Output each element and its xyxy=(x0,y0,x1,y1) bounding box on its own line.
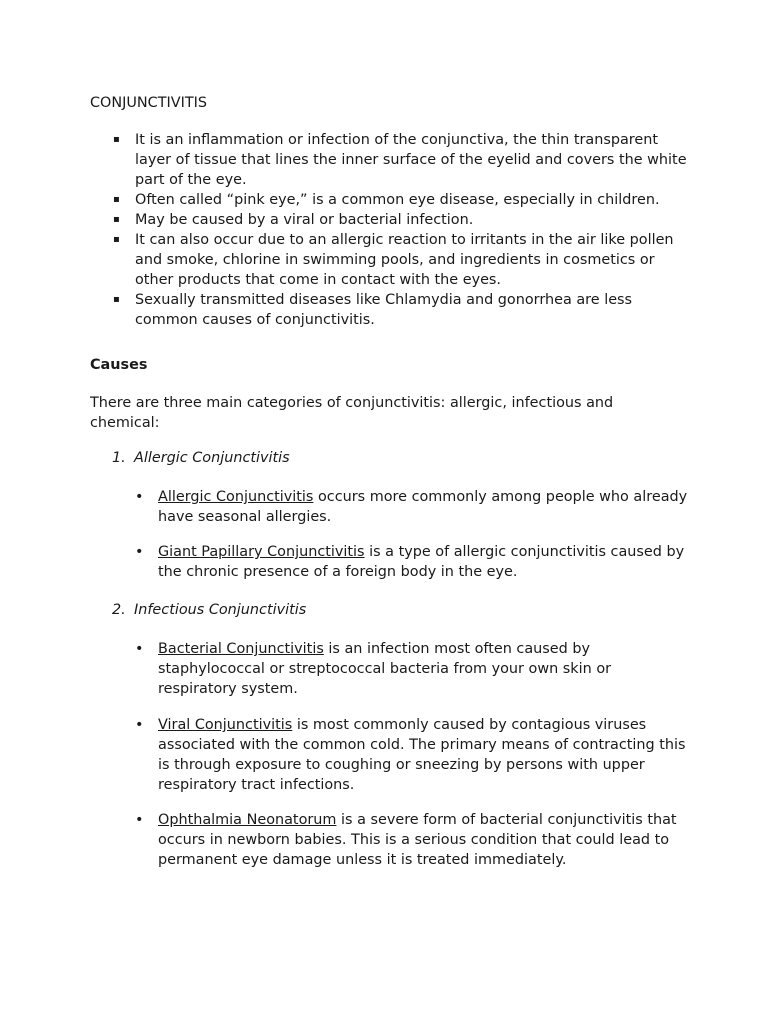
term-description: is a severe form of bacterial conjunctivitis that occurs in newborn babies. This is a serious condition that could lead to permanent eye damage unless it is treated immediately. xyxy=(158,812,677,868)
infectious-list-2 xyxy=(90,715,690,795)
list-item xyxy=(90,487,690,527)
dot-bullet-icon: • xyxy=(135,489,144,505)
list-item-text: Sexually transmitted diseases like Chlamydia and gonorrhea are less common causes of conjunctivitis. xyxy=(135,292,633,328)
category-number: 2. xyxy=(112,602,126,618)
list-item xyxy=(90,230,690,290)
square-bullet-icon: ▪ xyxy=(113,214,120,225)
list-item-text: It can also occur due to an allergic reaction to irritants in the air like pollen and smoke, chlorine in swimming pools, and ingredients in cosmetics or other products that come in contact with the eyes. xyxy=(135,232,674,288)
list-item-text: Often called “pink eye,” is a common eye disease, especially in children. xyxy=(135,192,660,208)
overview-list xyxy=(90,130,690,330)
list-item xyxy=(90,210,690,230)
list-item xyxy=(90,190,690,210)
term-description: occurs more commonly among people who already have seasonal allergies. xyxy=(158,489,688,525)
category-number: 1. xyxy=(112,450,126,466)
square-bullet-icon: ▪ xyxy=(113,194,120,205)
category-heading-allergic xyxy=(112,448,290,468)
dot-bullet-icon: • xyxy=(135,717,144,733)
allergic-list-2 xyxy=(90,542,690,582)
term-link[interactable]: Viral Conjunctivitis xyxy=(158,717,293,733)
allergic-list xyxy=(90,487,690,527)
term-link[interactable]: Allergic Conjunctivitis xyxy=(158,489,314,505)
document-title: CONJUNCTIVITIS xyxy=(90,95,208,111)
term-description: is most commonly caused by contagious viruses associated with the common cold. The primary means of contracting this is through exposure to coughing or sneezing by persons with upper respiratory tract infections. xyxy=(158,717,686,793)
list-item xyxy=(90,290,690,330)
dot-bullet-icon: • xyxy=(135,641,144,657)
list-item xyxy=(90,715,690,795)
list-item-text: May be caused by a viral or bacterial infection. xyxy=(135,212,474,228)
infectious-list-3 xyxy=(90,810,690,870)
list-item xyxy=(90,542,690,582)
dot-bullet-icon: • xyxy=(135,544,144,560)
causes-intro: There are three main categories of conjunctivitis: allergic, infectious and chemical: xyxy=(90,395,614,431)
list-item-text: It is an inflammation or infection of the conjunctiva, the thin transparent layer of tissue that lines the inner surface of the eyelid and covers the white part of the eye. xyxy=(135,132,687,188)
dot-bullet-icon: • xyxy=(135,812,144,828)
causes-heading: Causes xyxy=(90,357,148,373)
infectious-list xyxy=(90,639,690,699)
term-link[interactable]: Ophthalmia Neonatorum xyxy=(158,812,337,828)
square-bullet-icon: ▪ xyxy=(113,294,120,305)
term-link[interactable]: Giant Papillary Conjunctivitis xyxy=(158,544,365,560)
category-name: Infectious Conjunctivitis xyxy=(134,602,307,618)
term-link[interactable]: Bacterial Conjunctivitis xyxy=(158,641,324,657)
category-heading-infectious xyxy=(112,600,306,620)
square-bullet-icon: ▪ xyxy=(113,134,120,145)
category-name: Allergic Conjunctivitis xyxy=(134,450,290,466)
square-bullet-icon: ▪ xyxy=(113,234,120,245)
list-item xyxy=(90,639,690,699)
list-item xyxy=(90,130,690,190)
term-description: is an infection most often caused by staphylococcal or streptococcal bacteria from your own skin or respiratory system. xyxy=(158,641,612,697)
term-description: is a type of allergic conjunctivitis caused by the chronic presence of a foreign body in the eye. xyxy=(158,544,685,580)
list-item xyxy=(90,810,690,870)
